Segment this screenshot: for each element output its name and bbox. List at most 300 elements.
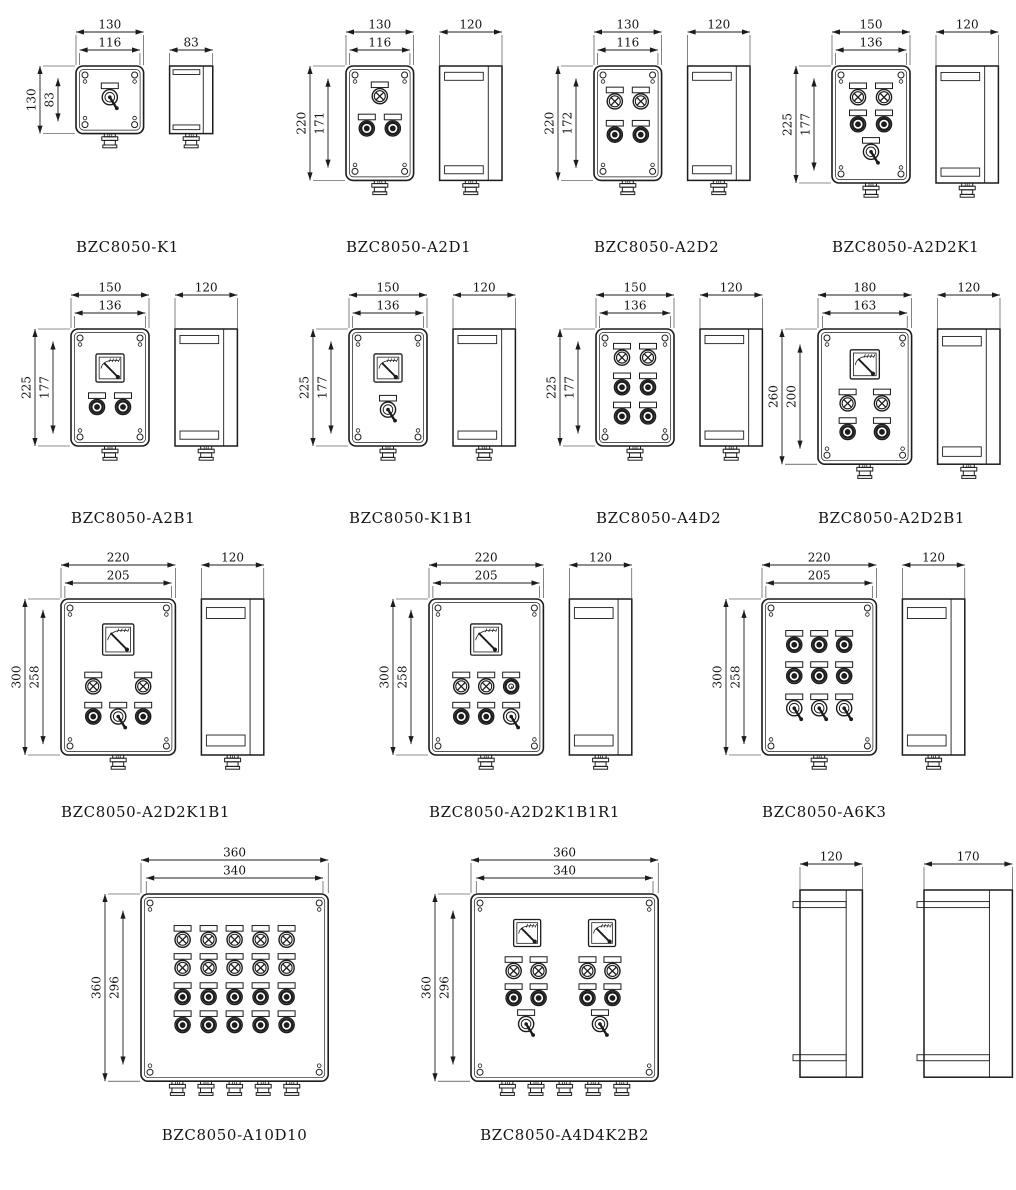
- dim-arrow: [50, 426, 55, 434]
- dim-label: 136: [98, 298, 122, 313]
- dim-arrow: [453, 292, 461, 297]
- dim-arrow: [75, 310, 83, 315]
- label-plate: [453, 702, 470, 708]
- button-icon: [841, 673, 847, 679]
- dim-arrow: [822, 310, 830, 315]
- drawing-BZC8050-A2B1: [19, 280, 252, 488]
- corner-screw: [78, 343, 82, 347]
- dim-arrow: [32, 329, 37, 337]
- dim-label: 340: [223, 863, 247, 878]
- corner-screw: [899, 166, 903, 170]
- button-icon: [816, 642, 822, 648]
- label-plate: [503, 672, 520, 678]
- dim-arrow: [575, 426, 580, 434]
- button-icon: [619, 384, 625, 390]
- corner-screw: [83, 80, 87, 84]
- rect: [476, 449, 492, 453]
- label-plate: [850, 110, 867, 116]
- corner-screw: [78, 429, 82, 433]
- corner-screw: [67, 605, 73, 611]
- dim-label: 150: [98, 280, 122, 295]
- dim-arrow: [723, 747, 728, 755]
- cable-gland: [380, 446, 396, 460]
- side-view-outline: [800, 890, 862, 1077]
- label-plate: [200, 954, 217, 960]
- rect: [256, 1093, 270, 1096]
- corner-screw: [402, 72, 408, 78]
- side-view-outline: [700, 329, 762, 446]
- rect: [103, 457, 117, 460]
- front-view-outline: [71, 329, 149, 446]
- dim-arrow: [432, 894, 437, 902]
- corner-screw: [67, 743, 73, 749]
- label-plate: [278, 954, 295, 960]
- label-plate: [614, 402, 631, 408]
- meter-tick: [118, 358, 120, 362]
- model-label: BZC8050-A6K3: [762, 803, 887, 821]
- label-plate: [252, 983, 269, 989]
- rect: [479, 766, 493, 769]
- rect: [926, 758, 942, 762]
- rect: [183, 137, 199, 141]
- side-band: [574, 608, 613, 619]
- dim-arrow: [1004, 861, 1012, 866]
- corner-screw: [356, 429, 360, 433]
- side-band: [458, 431, 497, 439]
- front-view-outline: [471, 894, 658, 1081]
- drawing-BZC8050-A4D2: [544, 280, 777, 488]
- corner-screw: [436, 613, 440, 617]
- label-plate: [200, 1011, 217, 1017]
- dim-label: 150: [859, 17, 883, 32]
- corner-screw: [603, 429, 607, 433]
- corner-screw: [478, 1064, 482, 1068]
- button-icon: [791, 642, 797, 648]
- corner-screw: [415, 335, 421, 341]
- label-plate: [85, 702, 102, 708]
- dim-arrow: [320, 857, 328, 862]
- rect: [594, 766, 608, 769]
- label-plate: [252, 1011, 269, 1017]
- dim-label: 225: [297, 376, 312, 399]
- front-face: [350, 70, 411, 177]
- dim-label: 220: [474, 550, 498, 565]
- dim-label: 120: [957, 280, 981, 295]
- meter-needle: [608, 940, 612, 944]
- rect: [858, 476, 872, 479]
- button-icon: [855, 121, 861, 127]
- rect: [857, 467, 873, 471]
- side-band: [924, 902, 989, 908]
- cable-gland: [169, 1081, 185, 1095]
- dim-arrow: [61, 562, 69, 567]
- meter-needle: [394, 375, 398, 379]
- button-icon: [879, 429, 885, 435]
- dim-arrow: [741, 736, 746, 744]
- dim-arrow: [557, 438, 562, 446]
- rect: [170, 1093, 184, 1096]
- label-plate: [278, 983, 295, 989]
- side-view-outline: [902, 599, 964, 755]
- rect: [595, 762, 606, 767]
- dim-arrow: [793, 175, 798, 183]
- label-plate: [226, 926, 243, 932]
- dim-arrow: [902, 562, 910, 567]
- cable-gland: [926, 755, 942, 769]
- side-band: [941, 72, 980, 80]
- dim-arrow: [22, 599, 27, 607]
- corner-screw: [900, 452, 906, 458]
- dim-arrow: [645, 875, 653, 880]
- corner-screw: [824, 335, 830, 341]
- corner-screw: [651, 80, 655, 84]
- dim-arrow: [406, 29, 414, 34]
- label-plate: [850, 83, 867, 89]
- corner-screw: [68, 613, 72, 617]
- corner-screw: [138, 343, 142, 347]
- label-plate: [579, 984, 596, 990]
- dim-arrow: [832, 29, 840, 34]
- corner-screw: [601, 163, 605, 167]
- rect: [620, 184, 636, 188]
- dim-arrow: [854, 861, 862, 866]
- meter-arc: [594, 926, 611, 934]
- rect: [864, 194, 878, 197]
- meter-needle: [871, 372, 875, 376]
- model-label: BZC8050-A4D2: [596, 509, 722, 527]
- dim-label: 220: [294, 111, 309, 135]
- label-plate: [89, 393, 106, 399]
- side-band: [693, 72, 732, 80]
- dim-label: 220: [106, 550, 130, 565]
- dim-label: 150: [376, 280, 400, 295]
- dim-arrow: [800, 861, 808, 866]
- rect: [713, 187, 724, 192]
- dim-arrow: [797, 441, 802, 449]
- side-view-outline: [201, 599, 263, 755]
- switch-lever: [516, 726, 520, 730]
- dim-label: 171: [312, 111, 327, 135]
- drawing-BZC8050-A2D1: [294, 17, 516, 223]
- cable-gland: [620, 180, 636, 194]
- button-icon: [390, 126, 396, 132]
- rect: [225, 758, 241, 762]
- front-face: [475, 898, 655, 1078]
- corner-screw: [82, 122, 88, 128]
- button-icon: [206, 994, 212, 1000]
- corner-screw: [477, 1069, 483, 1075]
- label-plate: [632, 120, 649, 126]
- dim-arrow: [598, 47, 606, 52]
- dim-arrow: [349, 292, 357, 297]
- drawing-BZC8050-A2D2: [542, 17, 764, 223]
- dim-arrow: [650, 857, 658, 862]
- dim-label: 300: [9, 665, 24, 689]
- dim-label: 177: [798, 113, 813, 136]
- dim-arrow: [137, 310, 145, 315]
- dim-arrow: [754, 292, 762, 297]
- rect: [627, 449, 643, 453]
- meter-tick: [485, 628, 487, 632]
- dim-arrow: [811, 163, 816, 171]
- dim-label: 120: [459, 17, 483, 32]
- corner-screw: [355, 434, 361, 440]
- button-icon: [638, 132, 644, 138]
- front-face: [145, 898, 325, 1078]
- cable-gland: [711, 180, 727, 194]
- rect: [479, 453, 490, 458]
- dim-arrow: [408, 610, 413, 618]
- rect: [630, 453, 641, 458]
- cable-gland: [372, 180, 388, 194]
- dim-label: 258: [27, 665, 42, 689]
- dim-label: 177: [37, 376, 52, 399]
- label-plate: [604, 984, 621, 990]
- dim-label: 120: [589, 550, 613, 565]
- rect: [586, 1093, 600, 1096]
- corner-screw: [602, 335, 608, 341]
- label-plate: [606, 87, 623, 93]
- side-band: [705, 431, 744, 439]
- dim-label: 116: [616, 35, 640, 50]
- button-icon: [180, 1022, 186, 1028]
- rect: [258, 1088, 269, 1093]
- rect: [172, 1088, 183, 1093]
- dim-arrow: [390, 747, 395, 755]
- button-icon: [645, 413, 651, 419]
- cable-gland: [102, 134, 118, 148]
- dim-label: 260: [766, 385, 781, 409]
- meter-needle: [522, 928, 535, 941]
- side-band: [941, 168, 980, 176]
- switch-lever: [876, 161, 880, 165]
- hinge-tab: [793, 1055, 800, 1061]
- meter-tick: [535, 924, 537, 928]
- corner-screw: [646, 900, 652, 906]
- label-plate: [591, 1010, 608, 1016]
- label-plate: [836, 694, 853, 700]
- dim-arrow: [141, 857, 149, 862]
- label-plate: [503, 702, 520, 708]
- switch-lever: [393, 419, 397, 423]
- switch-lever: [115, 106, 119, 110]
- meter-tick: [496, 628, 498, 632]
- meter-needle: [116, 375, 120, 379]
- meter-tick: [610, 924, 612, 928]
- dim-label: 360: [89, 976, 104, 1000]
- corner-screw: [866, 613, 870, 617]
- rect: [198, 449, 214, 453]
- label-plate: [278, 926, 295, 932]
- meter-needle: [125, 647, 129, 651]
- rect: [959, 186, 975, 190]
- button-icon: [619, 413, 625, 419]
- rect: [529, 1093, 543, 1096]
- dim-arrow: [573, 78, 578, 86]
- switch-lever: [605, 1033, 609, 1037]
- dim-arrow: [938, 292, 946, 297]
- corner-screw: [602, 434, 608, 440]
- label-plate: [579, 957, 596, 963]
- rect: [726, 453, 737, 458]
- meter-needle: [382, 363, 396, 377]
- rect: [284, 1084, 300, 1088]
- rect: [102, 449, 118, 453]
- rect: [199, 1093, 213, 1096]
- rect: [711, 184, 727, 188]
- rect: [962, 190, 973, 195]
- corner-screw: [402, 168, 408, 174]
- dim-label: 200: [784, 385, 799, 409]
- rect: [724, 457, 738, 460]
- corner-screw: [138, 429, 142, 433]
- dim-label: 130: [24, 88, 39, 112]
- label-plate: [530, 984, 547, 990]
- button-icon: [180, 994, 186, 1000]
- rect: [228, 1093, 242, 1096]
- label-plate: [505, 984, 522, 990]
- dim-arrow: [555, 172, 560, 180]
- corner-screw: [864, 605, 870, 611]
- dim-arrow: [957, 562, 965, 567]
- dim-label: 120: [719, 280, 743, 295]
- corner-screw: [82, 72, 88, 78]
- dim-arrow: [992, 292, 1000, 297]
- side-band: [173, 125, 200, 130]
- rect: [863, 186, 879, 190]
- label-plate: [786, 631, 803, 637]
- dim-label: 120: [955, 17, 979, 32]
- dim-arrow: [836, 47, 844, 52]
- dim-arrow: [120, 911, 125, 919]
- corner-screw: [768, 605, 774, 611]
- label-plate: [135, 702, 152, 708]
- cable-gland: [557, 1081, 573, 1095]
- corner-screw: [533, 613, 537, 617]
- front-face: [75, 333, 146, 443]
- model-label: BZC8050-A10D10: [161, 1126, 308, 1144]
- dim-label: 225: [780, 113, 795, 136]
- cable-gland: [811, 755, 827, 769]
- dim-label: 136: [623, 298, 647, 313]
- cable-gland: [225, 755, 241, 769]
- rect: [628, 457, 642, 460]
- corner-screw: [838, 171, 844, 177]
- dim-arrow: [902, 29, 910, 34]
- cable-gland: [183, 134, 199, 148]
- side-view-outline: [936, 66, 998, 183]
- corner-screw: [165, 738, 169, 742]
- meter-needle: [533, 940, 537, 944]
- rect: [199, 457, 213, 460]
- side-band: [445, 72, 484, 80]
- dim-arrow: [132, 47, 140, 52]
- corner-screw: [531, 743, 537, 749]
- side-band: [574, 735, 613, 746]
- dim-arrow: [37, 66, 42, 74]
- front-view-outline: [429, 599, 543, 755]
- hinge-tab: [917, 1055, 924, 1061]
- corner-screw: [899, 80, 903, 84]
- dim-arrow: [402, 47, 410, 52]
- switch-lever: [849, 717, 853, 721]
- dim-arrow: [450, 1057, 455, 1065]
- rect: [588, 1088, 599, 1093]
- corner-screw: [646, 1069, 652, 1075]
- front-view-outline: [832, 66, 910, 183]
- dim-arrow: [55, 113, 60, 121]
- button-icon: [364, 126, 370, 132]
- rect: [927, 766, 941, 769]
- label-plate: [110, 702, 127, 708]
- corner-screw: [148, 908, 152, 912]
- rect: [531, 1088, 542, 1093]
- dim-label: 205: [474, 568, 498, 583]
- rect: [229, 1088, 240, 1093]
- rect: [103, 145, 117, 148]
- rect: [105, 453, 116, 458]
- rect: [184, 145, 198, 148]
- dim-label: 180: [853, 280, 877, 295]
- side-band: [180, 431, 219, 439]
- rect: [812, 766, 826, 769]
- cable-gland: [723, 446, 739, 460]
- dim-arrow: [779, 329, 784, 337]
- rect: [372, 184, 388, 188]
- dim-arrow: [507, 292, 515, 297]
- corner-screw: [769, 613, 773, 617]
- row-1: [0, 17, 1016, 282]
- corner-screw: [600, 72, 606, 78]
- corner-screw: [132, 72, 138, 78]
- dim-label: 150: [623, 280, 647, 295]
- dim-arrow: [229, 292, 237, 297]
- rect: [465, 187, 476, 192]
- dim-arrow: [170, 47, 178, 52]
- cable-gland: [528, 1081, 544, 1095]
- button-icon: [483, 714, 489, 720]
- dim-arrow: [662, 310, 670, 315]
- label-plate: [505, 957, 522, 963]
- label-plate: [115, 393, 132, 399]
- dim-arrow: [557, 329, 562, 337]
- front-view-outline: [141, 894, 328, 1081]
- corner-screw: [403, 163, 407, 167]
- rect: [962, 476, 976, 479]
- dim-label: 120: [221, 550, 245, 565]
- label-plate: [200, 983, 217, 989]
- side-band: [943, 447, 982, 456]
- dim-arrow: [432, 1073, 437, 1081]
- button-icon: [90, 714, 96, 720]
- corner-screw: [316, 1069, 322, 1075]
- corner-screw: [147, 900, 153, 906]
- dim-arrow: [596, 292, 604, 297]
- corner-screw: [838, 72, 844, 78]
- switch-lever: [123, 726, 127, 730]
- corner-screw: [477, 900, 483, 906]
- rect: [558, 1093, 572, 1096]
- corner-screw: [436, 738, 440, 742]
- corner-screw: [316, 900, 322, 906]
- dim-arrow: [353, 310, 361, 315]
- cable-gland: [110, 755, 126, 769]
- label-plate: [135, 672, 152, 678]
- cable-gland: [227, 1081, 243, 1095]
- button-icon: [258, 994, 264, 1000]
- rect: [502, 1088, 513, 1093]
- label-plate: [518, 1010, 535, 1016]
